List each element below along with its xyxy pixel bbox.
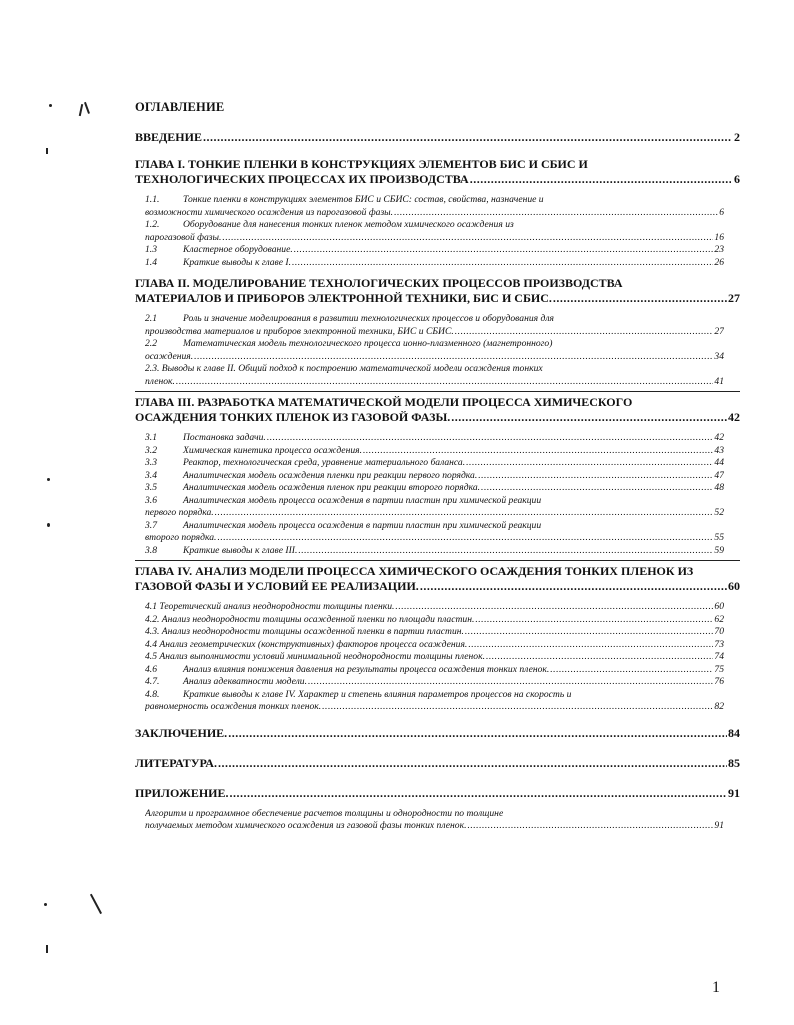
scan-stroke xyxy=(90,894,102,914)
scan-stroke xyxy=(46,945,48,953)
toc-entry-chapter-3[interactable] xyxy=(135,395,740,425)
scan-speck xyxy=(44,903,47,906)
toc-entry-section-3-2[interactable] xyxy=(135,445,724,458)
section-number: 3.1 xyxy=(145,432,157,443)
leader-dots xyxy=(475,614,713,627)
leader-dots xyxy=(215,507,714,520)
entry-page: 23 xyxy=(714,244,724,255)
entry-page: 42 xyxy=(714,432,724,443)
entry-title-line2: ОСАЖДЕНИЯ ТОНКИХ ПЛЕНОК ИЗ ГАЗОВОЙ ФАЗЫ. xyxy=(135,410,451,424)
entry-title-line2: возможности химического осаждения из парогазовой фазы. xyxy=(145,206,394,218)
entry-page: 48 xyxy=(714,482,724,493)
toc-entry-section-2-3[interactable] xyxy=(135,363,724,388)
leader-dots xyxy=(308,676,713,689)
section-number: 1.4 xyxy=(145,256,157,268)
toc-entry-section-3-7[interactable] xyxy=(135,520,724,545)
section-number: 3.5 xyxy=(145,482,157,493)
leader-dots xyxy=(222,232,713,245)
leader-dots xyxy=(467,820,713,833)
scan-speck xyxy=(47,523,50,527)
entry-page: 41 xyxy=(714,375,724,387)
toc-entry-section-4-3[interactable] xyxy=(135,626,724,639)
entry-title: Постановка задачи. xyxy=(183,432,266,443)
scan-speck xyxy=(49,104,52,107)
entry-page: 2 xyxy=(734,130,740,144)
entry-page: 44 xyxy=(714,457,724,468)
entry-title: Анализ геометрических (конструктивных) факторов процесса осаждения. xyxy=(159,638,468,650)
leader-dots xyxy=(550,664,713,677)
leader-dots xyxy=(394,207,718,220)
leader-dots xyxy=(217,532,713,545)
entry-title-line1: ГЛАВА IV. АНАЛИЗ МОДЕЛИ ПРОЦЕССА ХИМИЧЕСКОГО ОСАЖДЕНИЯ ТОНКИХ ПЛЕНОК ИЗ xyxy=(135,564,694,578)
entry-page: 74 xyxy=(714,651,724,662)
scan-stroke xyxy=(46,148,48,154)
section-number: 3.3 xyxy=(145,457,157,468)
section-number: 4.3. xyxy=(145,626,160,637)
entry-page: 55 xyxy=(714,532,724,543)
leader-dots xyxy=(218,756,727,771)
entry-title: Реактор, технологическая среда, уравнение материального баланса. xyxy=(183,457,466,468)
toc-entry-section-4-7[interactable] xyxy=(135,676,724,689)
leader-dots xyxy=(451,410,727,425)
toc-entry-section-4-1[interactable] xyxy=(135,601,724,614)
entry-title-line1: ГЛАВА III. РАЗРАБОТКА МАТЕМАТИЧЕСКОЙ МОДЕЛИ ПРОЦЕССА ХИМИЧЕСКОГО xyxy=(135,395,633,409)
entry-title-line2: первого порядка. xyxy=(145,507,214,518)
toc-entry-introduction[interactable] xyxy=(135,130,740,145)
entry-title-line1: Тонкие пленки в конструкциях элементов БИС и СБИС: состав, свойства, назначение и xyxy=(183,194,544,205)
entry-title: Аналитическая модель осаждения пленок при реакции второго порядка. xyxy=(183,482,481,493)
entry-page: 47 xyxy=(714,469,724,481)
section-number: 3.4 xyxy=(145,469,157,481)
leader-dots xyxy=(466,457,713,470)
entry-page: 59 xyxy=(714,544,724,556)
entry-title: Анализ адекватности модели. xyxy=(183,676,307,687)
section-number: 4.2. xyxy=(145,613,160,625)
leader-dots xyxy=(294,244,714,257)
entry-page: 26 xyxy=(714,256,724,268)
entry-title: ВВЕДЕНИЕ xyxy=(135,130,202,144)
toc-entry-section-3-3[interactable] xyxy=(135,457,724,470)
toc-entry-section-2-2[interactable] xyxy=(135,338,724,363)
entry-title-line2: получаемых методом химического осаждения из газовой фазы тонких пленок. xyxy=(145,820,467,831)
entry-title: ЗАКЛЮЧЕНИЕ. xyxy=(135,725,228,740)
entry-title-line2: ТЕХНОЛОГИЧЕСКИХ ПРОЦЕССАХ ИХ ПРОИЗВОДСТВА xyxy=(135,172,469,186)
leader-dots xyxy=(203,130,731,145)
table-of-contents xyxy=(135,130,740,833)
section-number: 3.8 xyxy=(145,544,157,556)
section-number: 3.6 xyxy=(145,494,157,506)
entry-title-line1: ГЛАВА II. МОДЕЛИРОВАНИЕ ТЕХНОЛОГИЧЕСКИХ ПРОЦЕССОВ ПРОИЗВОДСТВА xyxy=(135,276,623,290)
entry-page: 82 xyxy=(714,701,724,712)
section-number: 3.7 xyxy=(145,519,157,531)
toc-entry-section-3-4[interactable] xyxy=(135,470,724,483)
entry-page: 6 xyxy=(719,206,724,218)
leader-dots xyxy=(176,376,713,389)
leader-dots xyxy=(470,172,731,187)
section-number: 4.6 xyxy=(145,663,157,675)
entry-title: Кластерное оборудование. xyxy=(183,244,293,255)
entry-page: 91 xyxy=(728,785,740,800)
entry-page: 60 xyxy=(728,579,740,593)
scan-stroke xyxy=(84,102,90,114)
scan-stroke xyxy=(79,104,83,116)
leader-dots xyxy=(465,626,714,639)
entry-page: 62 xyxy=(714,613,724,625)
toc-entry-section-1-2[interactable] xyxy=(135,219,724,244)
entry-page: 70 xyxy=(714,626,724,637)
entry-page: 85 xyxy=(728,755,740,770)
entry-page: 91 xyxy=(714,820,724,831)
leader-dots xyxy=(478,470,713,483)
leader-dots xyxy=(292,257,713,270)
entry-title: ЛИТЕРАТУРА. xyxy=(135,755,217,770)
leader-dots xyxy=(228,726,727,741)
toc-entry-section-4-8[interactable] xyxy=(135,689,724,714)
section-number: 4.8. xyxy=(145,688,160,700)
entry-title-line1: Аналитическая модель процесса осаждения в партии пластин при химической реакции xyxy=(183,494,542,506)
toc-entry-section-3-5[interactable] xyxy=(135,482,724,495)
toc-entry-section-2-1[interactable] xyxy=(135,313,724,338)
toc-entry-section-3-6[interactable] xyxy=(135,495,724,520)
toc-entry-section-1-1[interactable] xyxy=(135,194,724,219)
entry-page: 34 xyxy=(714,350,724,362)
entry-page: 84 xyxy=(728,725,740,740)
entry-title-line2: осаждения. xyxy=(145,350,194,362)
section-number: 4.7. xyxy=(145,676,160,687)
entry-title-line1: Алгоритм и программное обеспечение расчетов толщины и однородности по толщине xyxy=(145,807,504,819)
entry-title-line1: Краткие выводы к главе IV. Характер и степень влияния параметров процессов на скорость и xyxy=(183,688,572,700)
entry-title: Анализ неоднородности толщины осажденной пленки по площади пластин. xyxy=(161,613,475,625)
entry-page: 42 xyxy=(728,410,740,424)
page-number: 1 xyxy=(712,979,720,996)
leader-dots xyxy=(420,579,727,594)
section-number: 3.2 xyxy=(145,444,157,456)
leader-dots xyxy=(298,545,713,558)
leader-dots xyxy=(553,291,727,306)
toc-entry-section-3-8[interactable] xyxy=(135,545,724,558)
toc-entry-conclusion[interactable] xyxy=(135,726,740,741)
leader-dots xyxy=(322,701,713,714)
toc-entry-chapter-4[interactable] xyxy=(135,564,740,594)
toc-entry-section-4-4[interactable] xyxy=(135,639,724,652)
toc-entry-literature[interactable] xyxy=(135,756,740,771)
toc-heading: ОГЛАВЛЕНИЕ xyxy=(135,100,225,114)
entry-title: Краткие выводы к главе III. xyxy=(183,544,298,556)
leader-dots xyxy=(395,601,713,614)
entry-page: 76 xyxy=(714,676,724,687)
toc-entry-appendix[interactable] xyxy=(135,786,740,801)
scan-speck xyxy=(47,478,50,481)
section-number: 2.1 xyxy=(145,313,157,324)
entry-page: 73 xyxy=(714,638,724,650)
toc-entry-appendix-1[interactable] xyxy=(135,808,724,833)
entry-page: 60 xyxy=(714,601,724,612)
entry-title-line1: Роль и значение моделирования в развитии технологических процессов и оборудования для xyxy=(183,313,554,324)
toc-entry-section-4-5[interactable] xyxy=(135,651,724,664)
entry-title: Теоретический анализ неоднородности толщины пленки. xyxy=(159,601,395,612)
section-number: 4.5 xyxy=(145,651,157,662)
section-number: 2.3. xyxy=(145,363,160,374)
toc-entry-section-1-4[interactable] xyxy=(135,257,724,270)
entry-title: Химическая кинетика процесса осаждения. xyxy=(183,444,362,456)
entry-title: Анализ неоднородности толщины осажденной пленки в партии пластин. xyxy=(161,626,464,637)
section-number: 1.3 xyxy=(145,244,157,255)
entry-page: 43 xyxy=(714,444,724,456)
leader-dots xyxy=(194,351,713,364)
entry-title-line2: производства материалов и приборов электронной техники, БИС и СБИС. xyxy=(145,325,454,337)
toc-entry-section-3-1[interactable] xyxy=(135,432,724,445)
leader-dots xyxy=(455,326,714,339)
entry-title: Краткие выводы к главе I. xyxy=(183,256,291,268)
entry-title-line1: Оборудование для нанесения тонких пленок методом химического осаждения из xyxy=(183,219,514,230)
entry-page: 27 xyxy=(714,325,724,337)
entry-title-line2: пленок. xyxy=(145,375,175,387)
entry-title: Анализ выполнимости условий минимальной неоднородности толщины пленок. xyxy=(159,651,485,662)
leader-dots xyxy=(363,445,713,458)
entry-title-line2: ГАЗОВОЙ ФАЗЫ И УСЛОВИЙ ЕЕ РЕАЛИЗАЦИИ. xyxy=(135,579,419,593)
leader-dots xyxy=(481,482,713,495)
entry-title-line1: Математическая модель технологического процесса ионно-плазменного (магнетронного) xyxy=(183,338,553,349)
entry-title-line2: второго порядка. xyxy=(145,532,217,543)
entry-page: 27 xyxy=(728,291,740,305)
toc-entry-section-4-6[interactable] xyxy=(135,664,724,677)
entry-title-line2: МАТЕРИАЛОВ И ПРИБОРОВ ЭЛЕКТРОННОЙ ТЕХНИКИ, БИС И СБИС. xyxy=(135,291,552,305)
entry-title: Аналитическая модель осаждения пленки при реакции первого порядка. xyxy=(183,469,478,481)
section-number: 4.4 xyxy=(145,638,157,650)
section-number: 4.1 xyxy=(145,601,157,612)
entry-page: 6 xyxy=(734,172,740,186)
entry-page: 75 xyxy=(714,663,724,675)
entry-title-line1: Аналитическая модель процесса осаждения в партии пластин при химической реакции xyxy=(183,519,542,531)
leader-dots xyxy=(468,639,713,652)
entry-title: ПРИЛОЖЕНИЕ. xyxy=(135,785,229,800)
section-number: 1.1. xyxy=(145,194,160,205)
leader-dots xyxy=(230,786,727,801)
entry-title-line2: парогазовой фазы. xyxy=(145,231,222,243)
entry-title-line2: равномерность осаждения тонких пленок. xyxy=(145,701,322,712)
entry-page: 16 xyxy=(714,231,724,243)
toc-entry-chapter-2[interactable] xyxy=(135,276,740,306)
section-number: 2.2 xyxy=(145,338,157,349)
entry-title: Анализ влияния понижения давления на результаты процесса осаждения тонких пленок. xyxy=(183,663,550,675)
toc-entry-chapter-1[interactable] xyxy=(135,157,740,187)
section-number: 1.2. xyxy=(145,219,160,230)
entry-title-line1: Выводы к главе II. Общий подход к построению математической модели осаждения тонких xyxy=(161,363,543,374)
entry-page: 52 xyxy=(714,507,724,518)
toc-entry-section-1-3[interactable] xyxy=(135,244,724,257)
entry-title-line1: ГЛАВА I. ТОНКИЕ ПЛЕНКИ В КОНСТРУКЦИЯХ ЭЛЕМЕНТОВ БИС И СБИС И xyxy=(135,157,588,171)
toc-entry-section-4-2[interactable] xyxy=(135,614,724,627)
leader-dots xyxy=(267,432,714,445)
leader-dots xyxy=(486,651,713,664)
